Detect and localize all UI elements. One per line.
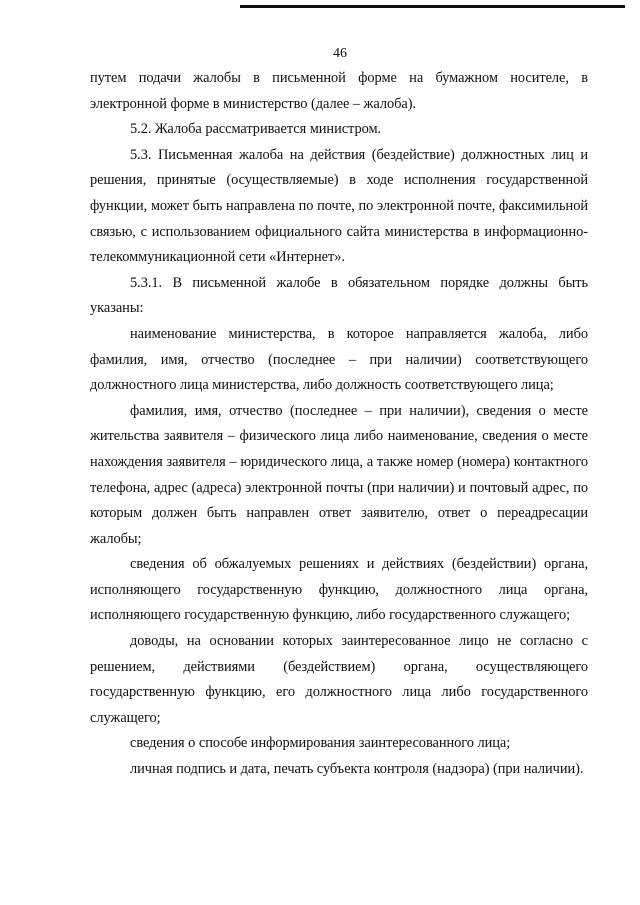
list-item-ministry-name: наименование министерства, в которое направляется жалоба, либо фамилия, имя, отчество (последнее – при наличии) соответствующего должностного лица министерства, либо должность соответствующего лица;: [90, 325, 588, 394]
list-item-applicant-details: фамилия, имя, отчество (последнее – при наличии), сведения о месте жительства заявителя – физического лица либо наименование, сведения о месте нахождения заявителя – юридического лица, а также номер (номера) контактного телефона, адрес (адреса) электронной почты (при наличии) и почтовый адрес, по которым должен быть направлен ответ заявителю, ответ о переадресации жалобы;: [90, 402, 588, 547]
top-rule: [240, 5, 625, 8]
paragraph-continuation: путем подачи жалобы в письменной форме на бумажном носителе, в электронной форме в министерство (далее – жалоба).: [90, 70, 588, 112]
document-body: [90, 66, 588, 783]
list-item-arguments: доводы, на основании которых заинтересованное лицо не согласно с решением, действиями (бездействием) органа, осуществляющего государственную функцию, его должностного лица либо государственного служащего;: [90, 633, 588, 726]
list-item-notification-method: сведения о способе информирования заинтересованного лица;: [130, 735, 511, 752]
paragraph-5-3: 5.3. Письменная жалоба на действия (бездействие) должностных лиц и решения, принятые (осуществляемые) в ходе исполнения государственной функции, может быть направлена по почте, по электронной почте, факсимильной связью, с использованием официального сайта министерства в информационно-телекоммуникационной сети «Интернет».: [90, 146, 588, 266]
paragraph-5-3-1: 5.3.1. В письменной жалобе в обязательном порядке должны быть указаны:: [90, 274, 588, 317]
paragraph-5-2: 5.2. Жалоба рассматривается министром.: [130, 121, 382, 138]
page-number: 46: [333, 46, 347, 61]
list-item-signature: личная подпись и дата, печать субъекта контроля (надзора) (при наличии).: [130, 761, 584, 778]
list-item-appealed-decisions: сведения об обжалуемых решениях и действиях (бездействии) органа, исполняющего государственную функцию, должностного лица органа, исполняющего государственную функцию, либо государственного служащего;: [90, 556, 588, 624]
